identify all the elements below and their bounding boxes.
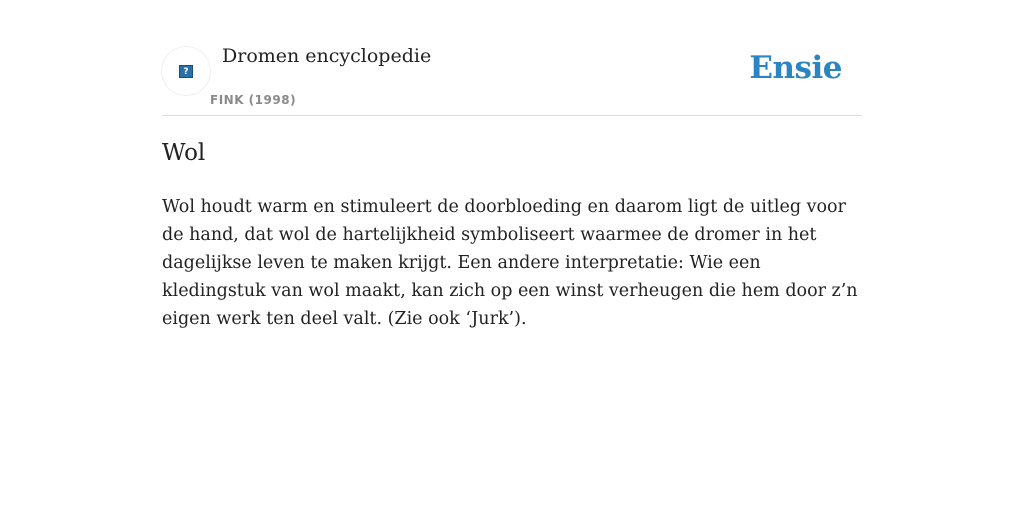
book-title[interactable]: Dromen encyclopedie bbox=[222, 45, 432, 67]
book-source: FINK (1998) bbox=[210, 93, 297, 107]
entry-definition: Wol houdt warm en stimuleert de doorbloeding en daarom ligt de uitleg voor de hand, dat wol de hartelijkheid symboliseert waarmee de dromer in het dagelijkse leven te maken krijgt. Een andere interpretatie: Wie een kledingstuk van wol maakt, kan zich op een winst verheugen die hem door z’n eigen werk ten deel valt. (Zie ook ‘Jurk’). bbox=[162, 197, 858, 329]
page bbox=[162, 0, 862, 329]
book-thumbnail[interactable] bbox=[162, 47, 210, 95]
help-icon: ? bbox=[179, 65, 193, 78]
header bbox=[162, 0, 862, 116]
brand-logo[interactable]: Ensie bbox=[749, 50, 842, 86]
entry-term: Wol bbox=[162, 140, 206, 166]
